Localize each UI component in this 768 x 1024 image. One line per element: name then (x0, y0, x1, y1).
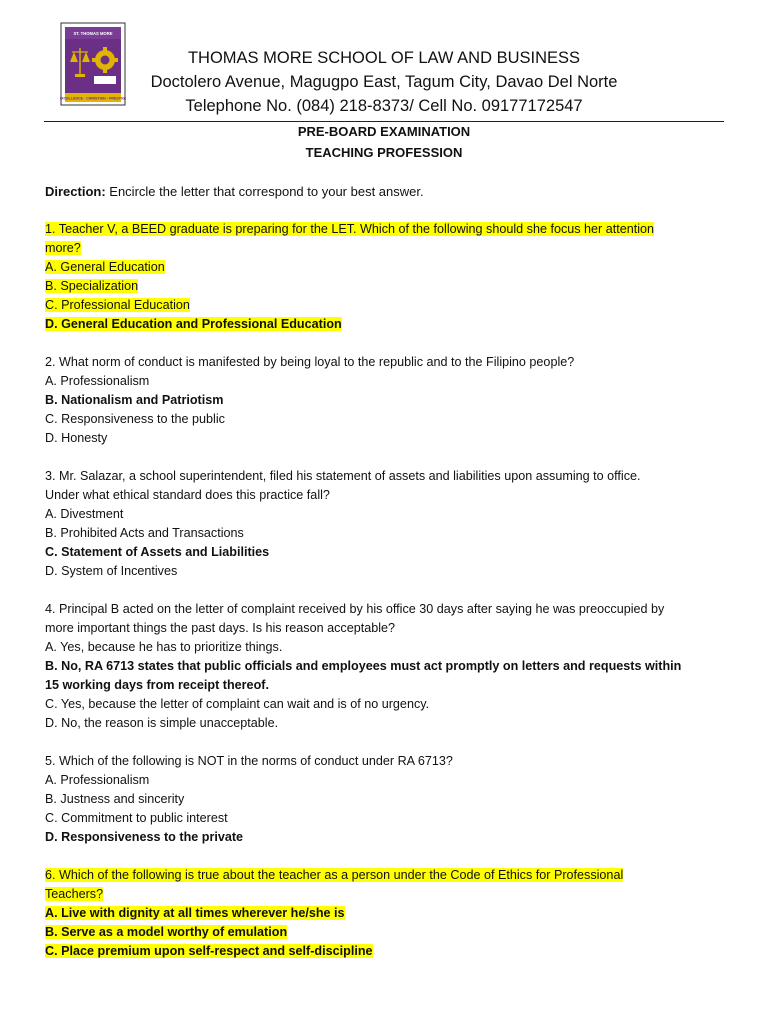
exam-subject: TEACHING PROFESSION (305, 145, 463, 160)
question-list (45, 220, 725, 961)
question-text (45, 353, 725, 372)
question-line-text: A. Live with dignity at all times wherever he/she is (45, 906, 345, 920)
question-line (45, 885, 725, 904)
question-1 (45, 220, 725, 334)
question-line-text: 3. Mr. Salazar, a school superintendent, filed his statement of assets and liabilities upon assuming to office. (45, 469, 641, 483)
question-line (45, 543, 725, 562)
question-line-text: 1. Teacher V, a BEED graduate is preparing for the LET. Which of the following should she focus her attention (45, 222, 655, 236)
question-6 (45, 866, 725, 961)
question-line (45, 809, 725, 828)
question-line-text: C. Responsiveness to the public (45, 412, 225, 426)
question-line-text: more important things the past days. Is his reason acceptable? (45, 621, 396, 635)
direction-text: Encircle the letter that correspond to your best answer. (105, 184, 424, 199)
question-line-text: Under what ethical standard does this practice fall? (45, 488, 330, 502)
question-line (45, 410, 725, 429)
question-line-text: 5. Which of the following is NOT in the norms of conduct under RA 6713? (45, 754, 453, 768)
question-3 (45, 467, 725, 581)
question-line-text: C. Yes, because the letter of complaint can wait and is of no urgency. (45, 697, 430, 711)
question-line (45, 372, 725, 391)
direction-label: Direction: (45, 184, 106, 199)
question-line-text: D. Responsiveness to the private (45, 830, 244, 844)
question-line (45, 828, 725, 847)
question-text (45, 467, 725, 486)
exam-content (45, 182, 725, 980)
question-2 (45, 353, 725, 448)
question-text (45, 600, 725, 619)
question-line (45, 315, 725, 334)
question-line (45, 923, 725, 942)
question-line-text: 6. Which of the following is true about the teacher as a person under the Code of Ethics for Professional (45, 868, 624, 882)
header-divider (44, 121, 724, 122)
question-line-text: A. Professionalism (45, 374, 150, 388)
question-line (45, 239, 725, 258)
question-line-text: A. General Education (45, 260, 165, 274)
question-line-text: D. System of Incentives (45, 564, 178, 578)
question-line-text: 15 working days from receipt thereof. (45, 678, 269, 692)
question-line (45, 277, 725, 296)
question-text (45, 866, 725, 885)
question-line-text: A. Divestment (45, 507, 124, 521)
question-line-text: D. Honesty (45, 431, 108, 445)
question-line (45, 638, 725, 657)
question-line-text: more? (45, 241, 81, 255)
question-line-text: C. Commitment to public interest (45, 811, 228, 825)
question-line-text: D. General Education and Professional Education (45, 317, 342, 331)
svg-text:ST. THOMAS MORE: ST. THOMAS MORE (73, 31, 113, 36)
question-line (45, 391, 725, 410)
question-5 (45, 752, 725, 847)
question-line (45, 619, 725, 638)
school-address: Doctolero Avenue, Magugpo East, Tagum City, Davao Del Norte (150, 73, 618, 91)
question-4 (45, 600, 725, 733)
question-line (45, 942, 725, 961)
question-line-text: C. Place premium upon self-respect and self-discipline (45, 944, 373, 958)
school-phone: Telephone No. (084) 218-8373/ Cell No. 09177172547 (185, 97, 583, 115)
question-line (45, 296, 725, 315)
question-line-text: B. Prohibited Acts and Transactions (45, 526, 244, 540)
question-line-text: B. Specialization (45, 279, 139, 293)
question-line (45, 258, 725, 277)
question-line (45, 676, 725, 695)
school-logo (60, 22, 126, 106)
question-line-text: C. Professional Education (45, 298, 190, 312)
svg-text:EXCELLENCE · CHRISTIAN · PREST: EXCELLENCE · CHRISTIAN · PRESTIGE (60, 96, 126, 101)
question-line (45, 505, 725, 524)
question-line-text: B. Justness and sincerity (45, 792, 185, 806)
question-line-text: A. Yes, because he has to prioritize things. (45, 640, 283, 654)
question-line (45, 657, 725, 676)
question-line (45, 429, 725, 448)
question-line (45, 562, 725, 581)
question-line-text: B. Serve as a model worthy of emulation (45, 925, 288, 939)
question-line (45, 904, 725, 923)
question-line-text: B. Nationalism and Patriotism (45, 393, 224, 407)
question-line-text: 4. Principal B acted on the letter of complaint received by his office 30 days after saying he was preoccupied by (45, 602, 665, 616)
question-line (45, 790, 725, 809)
school-name: THOMAS MORE SCHOOL OF LAW AND BUSINESS (187, 49, 581, 67)
exam-title: PRE-BOARD EXAMINATION (297, 124, 471, 139)
question-line-text: A. Professionalism (45, 773, 150, 787)
question-line-text: C. Statement of Assets and Liabilities (45, 545, 270, 559)
question-line (45, 695, 725, 714)
question-line-text: B. No, RA 6713 states that public officials and employees must act promptly on letters and requests within (45, 659, 682, 673)
question-text (45, 752, 725, 771)
question-line (45, 486, 725, 505)
question-line-text: 2. What norm of conduct is manifested by being loyal to the republic and to the Filipino people? (45, 355, 575, 369)
direction (45, 182, 725, 201)
question-line (45, 524, 725, 543)
question-line (45, 714, 725, 733)
question-line (45, 771, 725, 790)
question-text (45, 220, 725, 239)
question-line-text: Teachers? (45, 887, 104, 901)
question-line-text: D. No, the reason is simple unacceptable. (45, 716, 279, 730)
